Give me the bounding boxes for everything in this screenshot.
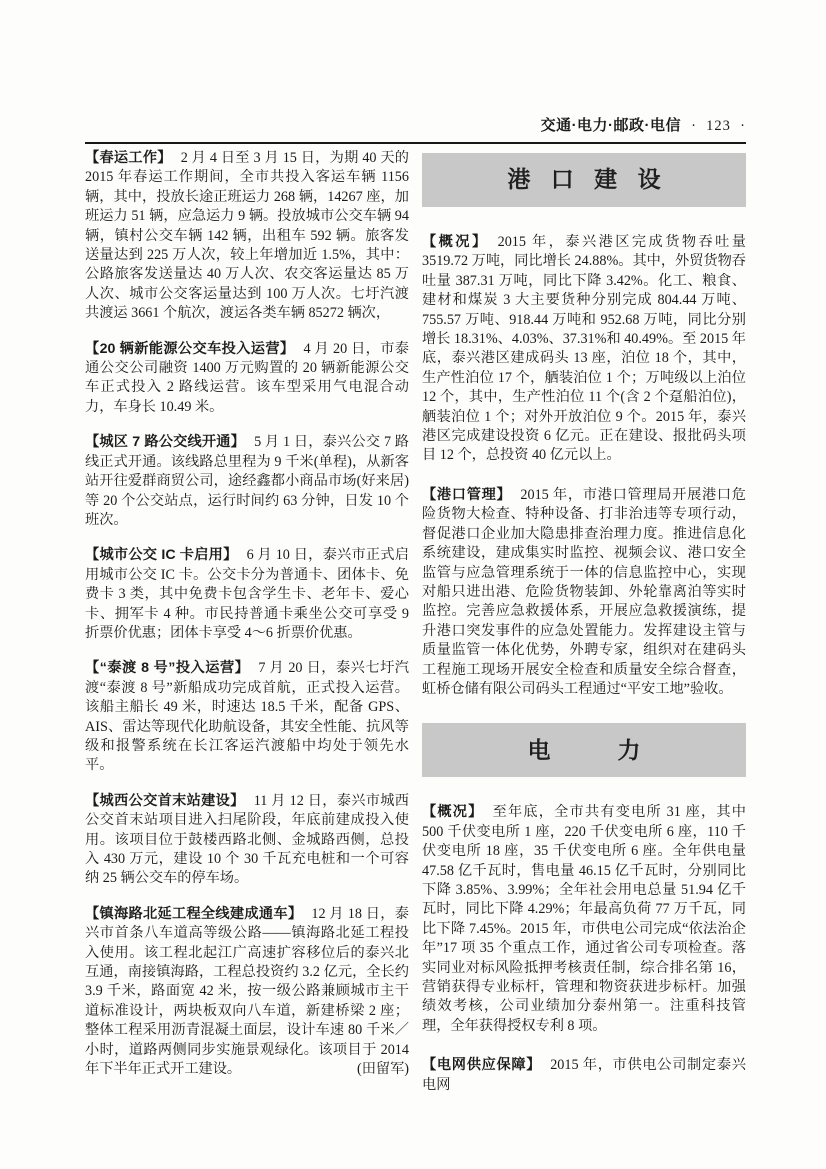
entry-ic-card	[85, 546, 409, 643]
entry-title: 【春运工作】	[85, 150, 172, 166]
entry-port-overview	[422, 233, 746, 466]
entry-body: 至年底，全市共有变电所 31 座，其中 500 千伏变电所 1 座，220 千伏变电所 6 座，110 千伏变电所 18 座，35 千伏变电所 6 座。全年供电量 47.58 亿千瓦时，售电量 46.15 亿千瓦时，分别同比下降 3.85%、3.99%；全年社会用电总量 51.94 亿千瓦时，同比下降 4.29%；年最高负荷 77 万千瓦，同比下降 7.45%。2015 年，市供电公司完成“依法治企年”17 项 35 个重点工作，通过省公司专项检查。落实同业对标风险抵押考核责任制，综合排名第 16，营销获得专业标杆，管理和物资获进步标杆。加强绩效考核，公司业绩加分泰州第一。注重科技管理，全年获得授权专利 8 项。	[422, 804, 746, 1034]
right-column	[422, 149, 746, 1115]
section-heading-label: 港 口 建 设	[507, 166, 668, 193]
entry-new-energy-buses	[85, 340, 409, 418]
left-column	[85, 149, 409, 1115]
entry-title: 【概况】	[422, 804, 484, 821]
entry-body: 2015 年，泰兴港区完成货物吞吐量 3519.72 万吨，同比增长 24.88%。其中，外贸货物吞吐量 387.31 万吨，同比下降 3.42%。化工、粮食、建材和煤炭 3 大主要货种分别完成 804.44 万吨、755.57 万吨、918.44 万吨和 952.68 万吨，同比分别增长 18.31%、4.03%、37.31%和 40.49%。至 2015 年底，泰兴港区建成码头 13 座，泊位 18 个，其中，生产性泊位 17 个，舾装泊位 1 个；万吨级以上泊位 12 个，其中，生产性泊位 11 个(含 2 个趸船泊位)，舾装泊位 1 个；对外开放泊位 9 个。2015 年，泰兴港区完成建设投资 6 亿元。正在建设、报批码头项目 12 个，总投资 40 亿元以上。	[422, 234, 746, 464]
entry-body: 6 月 10 日，泰兴市正式启用城市公交 IC 卡。公交卡分为普通卡、团体卡、免费卡 3 类，其中免费卡包含学生卡、老年卡、爱心卡、拥军卡 4 种。市民持普通卡乘坐公交可享受 9 折票价优惠；团体卡享受 4～6 折票价优惠。	[85, 547, 409, 641]
page-number-group	[691, 118, 746, 135]
entry-body: 12 月 18 日，泰兴市首条八车道高等级公路——镇海路北延工程投入使用。该工程北起江广高速扩容移位后的泰兴北互通，南接镇海路，工程总投资约 3.2 亿元，全长约 3.9 千米，路面宽 42 米，按一级公路兼顾城市主干道标准设计，两块板双向八车道，新建桥梁 2 座；整体工程采用沥青混凝土面层，设计车速 80 千米／小时，道路两侧同步实施景观绿化。该项目于 2014 年下半年正式开工建设。	[85, 905, 409, 1078]
entry-west-bus-terminal	[85, 792, 409, 889]
entry-body: 11 月 12 日，泰兴市城西公交首末站项目进入扫尾阶段，年底前建成投入使用。该项目位于鼓楼西路北侧、金城路西侧，总投入 430 万元，建设 10 个 30 千瓦充电桩和一个可容纳 25 辆公交车的停车场。	[85, 792, 409, 887]
entry-body: 2015 年，市港口管理局开展港口危险货物大检查、特种设备、打非治违等专项行动，督促港口企业加大隐患排查治理力度。推进信息化系统建设，建成集实时监控、视频会议、港口安全监管与应急管理系统于一体的信息监控中心，实现对船只进出港、危险货物装卸、外轮靠离泊等实时监控。完善应急救援体系，开展应急救援演练，提升港口突发事件的应急处置能力。发挥建设主管与质量监管一体化优势，外聘专家，组织对在建码头工程施工现场开展安全检查和质量安全综合督查，虹桥仓储有限公司码头工程通过“平安工地”验收。	[422, 486, 746, 697]
two-column-layout	[85, 149, 746, 1115]
entry-body: 4 月 20 日，市泰通公交公司融资 1400 万元购置的 20 辆新能源公交车正式投入 2 路线运营。该车型采用气电混合动力，车身长 10.49 米。	[85, 340, 409, 415]
entry-title: 【城市公交 IC 卡启用】	[85, 547, 238, 564]
entry-spring-festival-transport	[85, 149, 409, 324]
entry-title: 【镇海路北延工程全线建成通车】	[85, 905, 303, 922]
entry-title: 【概况】	[422, 234, 489, 250]
entry-body: 2 月 4 日至 3 月 15 日，为期 40 天的 2015 年春运工作期间，全市共投入客运车辆 1156 辆，其中，投放长途正班运力 268 辆，14267 座，加班运力 51 辆，应急运力 9 辆。投放城市公交车辆 94 辆，镇村公交车辆 142 辆，出租车 592 辆。旅客发送量达到 225 万人次，较上年增加近 1.5%，其中：公路旅客发送量达 40 万人次、农交客运量达 85 万人次、城市公交客运量达到 100 万人次。七圩汽渡共渡运 3661 个航次，渡运各类车辆 85272 辆次，	[85, 150, 409, 322]
entry-power-overview	[422, 803, 746, 1036]
entry-title: 【港口管理】	[422, 486, 512, 503]
entry-port-management	[422, 486, 746, 699]
entry-body: 5 月 1 日，泰兴公交 7 路线正式开通。该线路总里程为 9 千米(单程)，从新客站开往爱群商贸公司，途经鑫都小商品市场(好来居)等 20 个公交站点，运行时间约 63 分钟，日发 10 个班次。	[85, 434, 409, 528]
section-heading-electric-power	[422, 723, 746, 777]
page-content	[85, 114, 746, 1115]
entry-title: 【20 辆新能源公交车投入运营】	[85, 340, 295, 357]
entry-title: 【城西公交首末站建设】	[85, 792, 245, 809]
entry-title: 【城区 7 路公交线开通】	[85, 434, 246, 451]
section-heading-port-construction	[422, 153, 746, 207]
entry-taidu-8-ferry	[85, 659, 409, 775]
section-heading-label: 电 力	[527, 736, 648, 763]
page-header	[85, 114, 746, 144]
header-dot-left: ·	[691, 118, 697, 134]
header-category: 交通·电力·邮政·电信	[540, 117, 682, 134]
page-number: 123	[706, 118, 731, 134]
entry-title: 【“泰渡 8 号”投入运营】	[85, 660, 250, 677]
header-dot-right: ·	[740, 118, 746, 134]
entry-grid-supply-guarantee	[422, 1056, 746, 1095]
entry-bus-route-7	[85, 433, 409, 530]
entry-zhenhai-road-extension	[85, 905, 409, 1080]
entry-body: 7 月 20 日，泰兴七圩汽渡“泰渡 8 号”新船成功完成首航，正式投入运营。该船主船长 49 米，时速达 18.5 千米，配备 GPS、AIS、雷达等现代化助航设备，其安全性能、抗风等级和报警系统在长江客运汽渡船中均处于领先水平。	[85, 660, 409, 774]
entry-title: 【电网供应保障】	[422, 1057, 542, 1074]
author-signature: (田留军)	[356, 1061, 409, 1078]
entry-body: 2015 年，市供电公司制定泰兴电网	[422, 1057, 746, 1093]
